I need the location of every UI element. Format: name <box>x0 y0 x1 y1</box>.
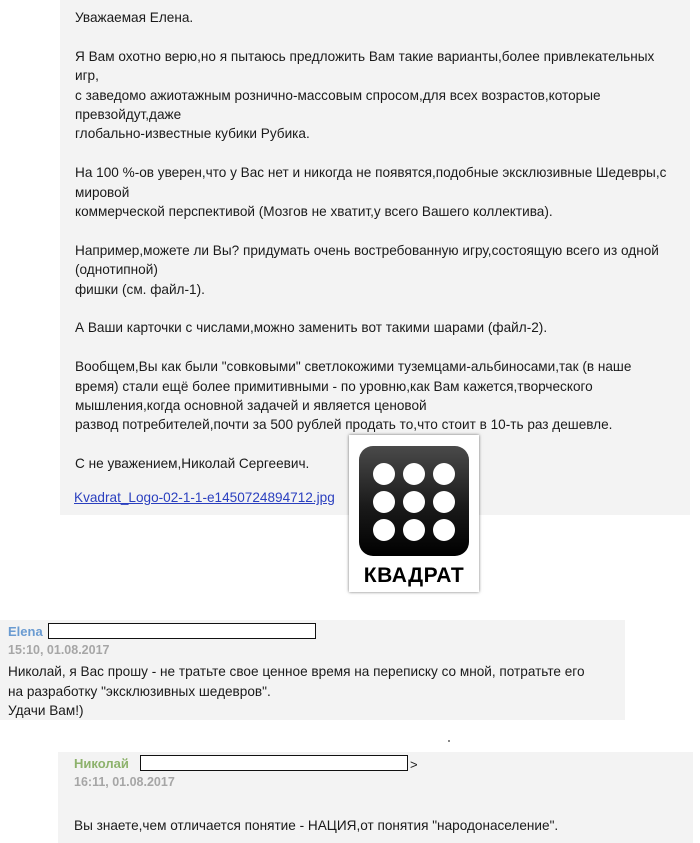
sender-name: Николай <box>74 756 129 771</box>
message-line: на разработку "эксклюзивных шедевров". <box>8 683 271 699</box>
message-line: глобально-известные кубики Рубика. <box>75 126 310 142</box>
message-paragraph <box>75 47 675 144</box>
message-line: А Ваши карточки с числами,можно заменить вот такими шарами (файл-2). <box>75 320 548 336</box>
kvadrat-logo-image[interactable] <box>349 435 479 592</box>
message-paragraph <box>75 241 675 299</box>
message-line: фишки (см. файл-1). <box>75 281 205 297</box>
timestamp: 15:10, 01.08.2017 <box>8 643 110 657</box>
message-line: Вообщем,Вы как были "совковыми" светлокожими туземцами-альбиносами,так (в наше время) стали ещё более примитивными - по уровню,как Вам кажется,творческого мышления,когда основной задачей и является ценовой <box>75 359 632 414</box>
message-3-body: Вы знаете,чем отличается понятие - НАЦИЯ,от понятия "народонаселение". <box>74 818 559 833</box>
message-line: с заведомо ажиотажным розничнo-массовым спросом,для всех возрастов,которые превзойдут,даже <box>75 87 601 123</box>
message-line: На 100 %-ов уверен,что у Вас нет и никогда не появятся,подобные эксклюзивные Шедевры,с мировой <box>75 165 667 200</box>
message-2-body <box>8 662 623 721</box>
redacted-email[interactable] <box>140 755 408 771</box>
timestamp: 16:11, 01.08.2017 <box>74 775 175 789</box>
message-line: Уважаемая Елена. <box>75 10 194 25</box>
message-paragraph <box>75 318 675 337</box>
message-line: коммерческой перспективой (Мозгов не хватит,у всего Вашего коллектива). <box>75 204 553 220</box>
logo-dots <box>373 463 455 541</box>
message-line: Удачи Вам!) <box>8 703 84 718</box>
message-line: развод потребителей,почти за 500 рублей продать то,что стоит в 10-ть раз дешевле. <box>75 417 613 433</box>
message-1-body <box>75 8 675 474</box>
attachment-link[interactable]: Kvadrat_Logo-02-1-1-e1450724894712.jpg <box>74 490 335 505</box>
message-line: Например,можете ли Вы? придумать очень востребованную игру,состоящую всего из одной (однотипной) <box>75 242 659 278</box>
sender-name: Elena <box>8 624 43 639</box>
logo-wordmark: КВАДРАТ <box>363 564 465 587</box>
message-paragraph <box>75 8 675 27</box>
kvadrat-logo-graphic <box>349 435 479 592</box>
message-2 <box>0 620 625 720</box>
message-line: Я Вам охотно верю,но я пытаюсь предложить Вам такие варианты,более привлекательных игр, <box>75 48 655 84</box>
message-3 <box>58 752 693 843</box>
message-line: Николай, я Вас прошу - не тратьте свое ценное время на переписку со мной, потратьте его <box>8 664 585 679</box>
redacted-email <box>48 623 316 639</box>
message-line: С не уважением,Николай Сергеевич. <box>75 456 310 472</box>
message-paragraph <box>75 357 675 435</box>
message-paragraph <box>75 163 675 221</box>
email-bracket: > <box>410 757 418 772</box>
separator-dot <box>448 740 450 742</box>
